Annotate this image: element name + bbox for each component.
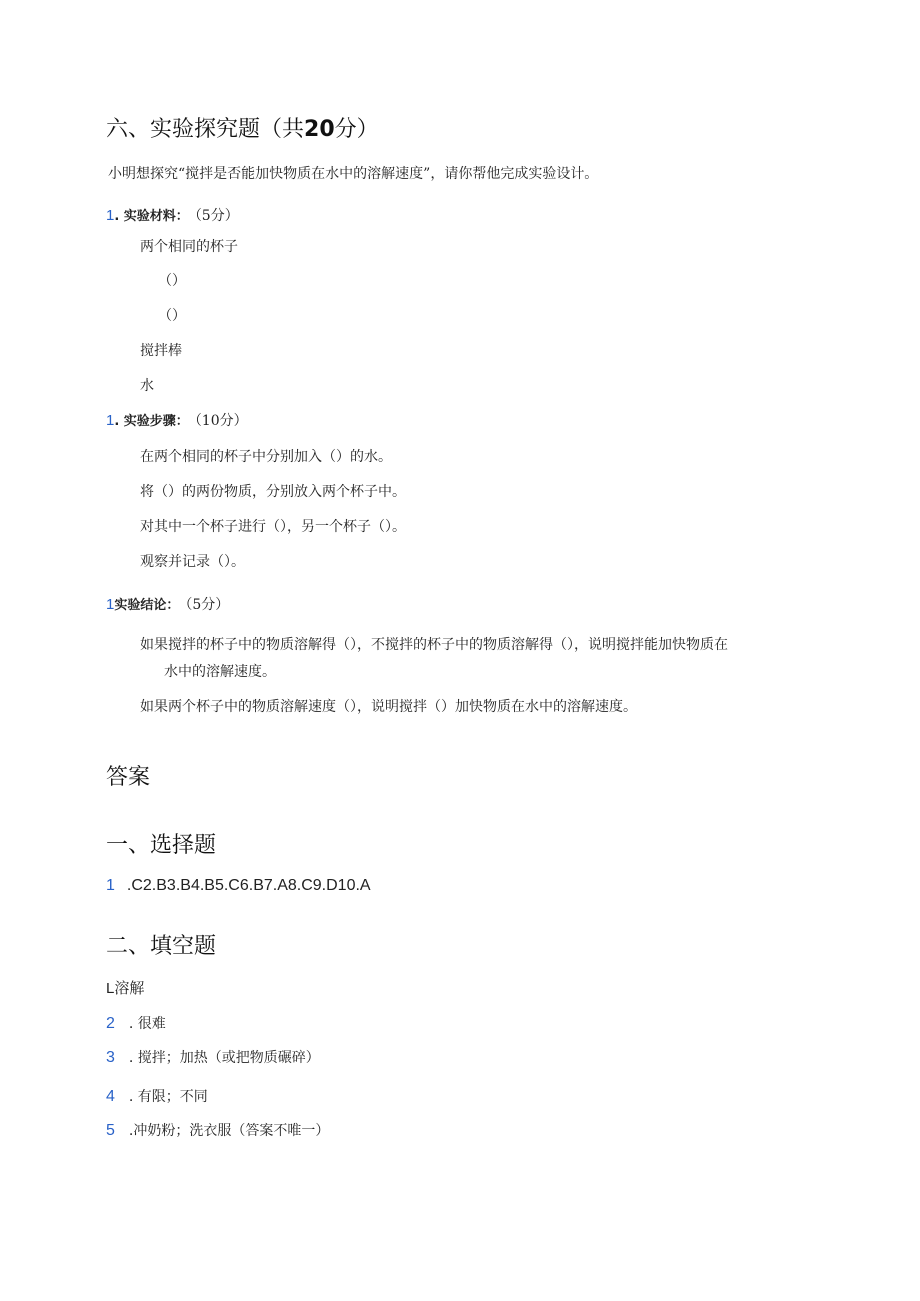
answer-text: L溶解 <box>106 980 145 997</box>
list-item: 两个相同的杯子 <box>140 239 238 255</box>
question-label: . 实验步骤： <box>114 414 189 429</box>
answer-number: 5 <box>106 1122 115 1139</box>
answers-part1-line <box>106 877 371 895</box>
answer-item <box>106 1086 208 1106</box>
answer-text: . 搅拌；加热（或把物质碾碎） <box>128 1050 320 1066</box>
question-heading-conclusion <box>106 594 229 614</box>
paragraph-line: 如果两个杯子中的物质溶解速度（），说明搅拌（）加快物质在水中的溶解速度。 <box>140 699 637 715</box>
list-item: （） <box>158 273 186 289</box>
question-score: （5分） <box>185 597 230 613</box>
answer-item <box>106 1047 320 1067</box>
question-label: . 实验材料： <box>114 209 189 224</box>
question-score: （5分） <box>194 208 239 224</box>
list-item: 水 <box>140 378 154 394</box>
section-title-prefix: 六、实验探究题（共 <box>106 117 305 142</box>
list-item: 对其中一个杯子进行（），另一个杯子（）。 <box>140 519 406 535</box>
question-number: 1 <box>106 207 115 224</box>
paragraph-line: 如果搅拌的杯子中的物质溶解得（），不搅拌的杯子中的物质溶解得（），说明搅拌能加快物质在 <box>140 637 728 653</box>
list-item: 将（）的两份物质，分别放入两个杯子中。 <box>140 484 406 500</box>
section-title-suffix: 分） <box>334 117 379 142</box>
question-label: 实验结论： <box>114 598 180 613</box>
answer-item <box>106 977 144 998</box>
answer-number: 3 <box>106 1049 115 1066</box>
section-intro: 小明想探究“搅拌是否能加快物质在水中的溶解速度”，请你帮他完成实验设计。 <box>108 166 599 182</box>
answer-number: 4 <box>106 1088 115 1105</box>
answer-item <box>106 1013 166 1033</box>
answer-number: 2 <box>106 1015 115 1032</box>
list-item: 在两个相同的杯子中分别加入（）的水。 <box>140 449 392 465</box>
answer-text: . 很难 <box>128 1016 166 1032</box>
section-title-score: 20 <box>304 117 335 142</box>
answers-title: 答案 <box>106 765 151 790</box>
answers-part1-title: 一、选择题 <box>106 833 217 858</box>
question-number: 1 <box>106 596 115 613</box>
list-item: 观察并记录（）。 <box>140 554 245 570</box>
section-title <box>106 112 379 143</box>
question-number: 1 <box>106 412 115 429</box>
answer-text: .冲奶粉；洗衣服（答案不唯一） <box>128 1123 330 1139</box>
answer-text: . 有限；不同 <box>128 1089 208 1105</box>
answer-text: .C2.B3.B4.B5.C6.B7.A8.C9.D10.A <box>126 877 371 894</box>
question-score: （10分） <box>194 413 248 429</box>
paragraph-line: 水中的溶解速度。 <box>164 664 276 680</box>
list-item: （） <box>158 308 186 324</box>
answers-part2-title: 二、填空题 <box>106 934 217 959</box>
question-heading-materials <box>106 205 239 225</box>
question-heading-steps <box>106 410 248 430</box>
answer-item <box>106 1120 329 1140</box>
answer-number: 1 <box>106 877 115 894</box>
list-item: 搅拌棒 <box>140 343 182 359</box>
